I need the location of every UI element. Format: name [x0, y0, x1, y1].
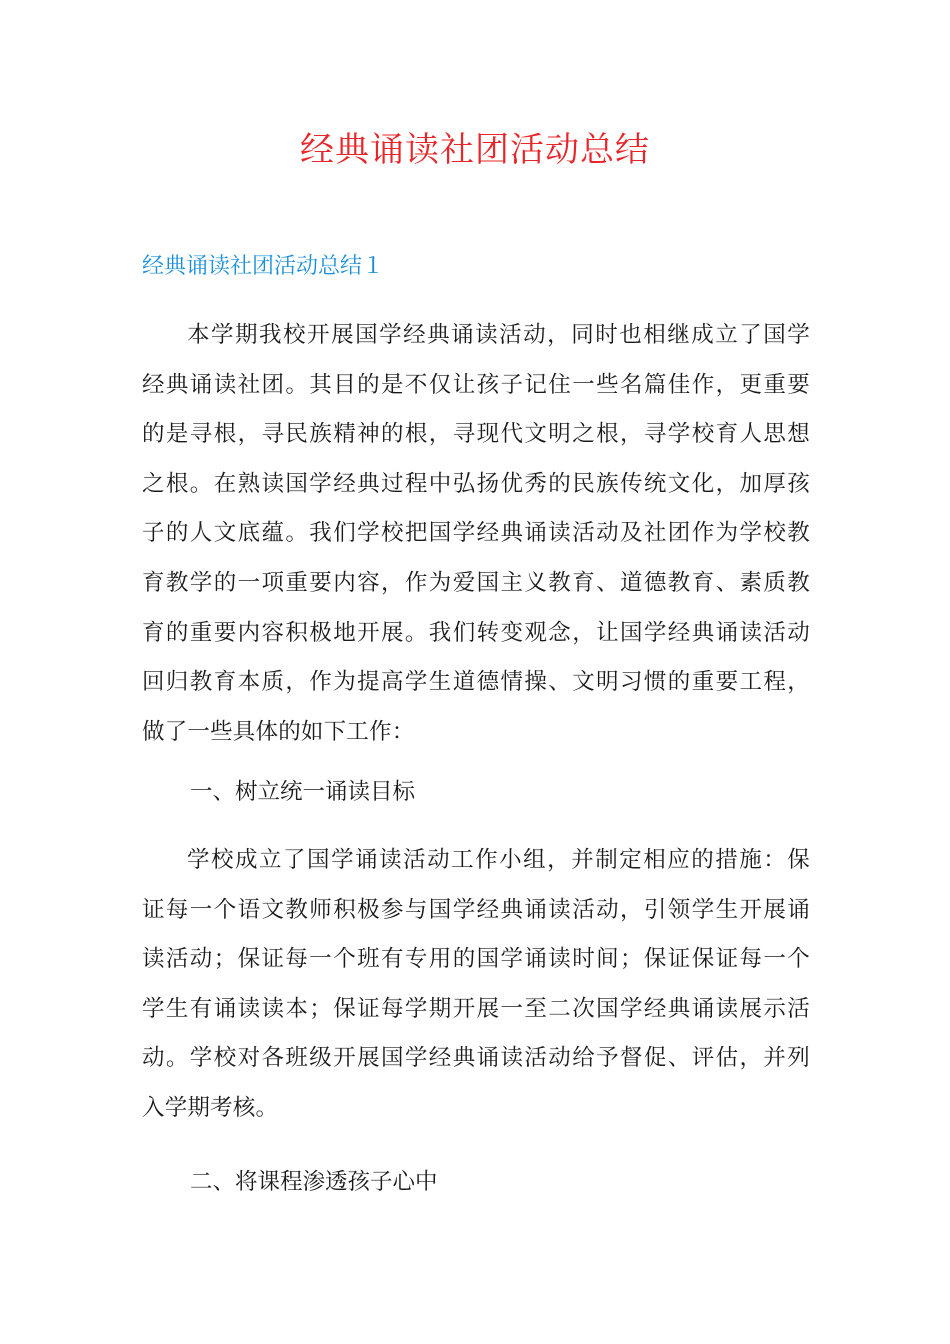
paragraph-line: 的是寻根，寻民族精神的根，寻现代文明之根，寻学校育人思想 [142, 421, 810, 448]
paragraph-line: 入学期考核。 [142, 1094, 279, 1121]
paragraph-intro [142, 311, 810, 757]
document-title: 经典诵读社团活动总结 [300, 130, 650, 170]
paragraph-line: 育的重要内容积极地开展。我们转变观念，让国学经典诵读活动 [142, 619, 810, 646]
paragraph-line: 回归教育本质，作为提高学生道德情操、文明习惯的重要工程， [142, 669, 810, 696]
paragraph-line: 学生有诵读读本；保证每学期开展一至二次国学经典诵读展示活 [142, 995, 810, 1022]
paragraph-line: 子的人文底蕴。我们学校把国学经典诵读活动及社团作为学校教 [142, 520, 810, 547]
subheading-curriculum: 二、将课程渗透孩子心中 [190, 1169, 438, 1195]
paragraph-line: 之根。在熟读国学经典过程中弘扬优秀的民族传统文化，加厚孩 [142, 470, 810, 497]
paragraph-line: 学校成立了国学诵读活动工作小组，并制定相应的措施：保 [187, 847, 810, 873]
paragraph-line: 经典诵读社团。其目的是不仅让孩子记住一些名篇佳作，更重要 [142, 371, 810, 398]
paragraph-line: 做了一些具体的如下工作： [142, 718, 415, 745]
paragraph-line: 育教学的一项重要内容，作为爱国主义教育、道德教育、素质教 [142, 569, 810, 596]
subheading-goal: 一、树立统一诵读目标 [190, 779, 416, 805]
paragraph-line: 动。学校对各班级开展国学经典诵读活动给予督促、评估，并列 [142, 1045, 810, 1072]
paragraph-goal [142, 836, 810, 1134]
paragraph-line: 证每一个语文教师积极参与国学经典诵读活动，引领学生开展诵 [142, 896, 810, 923]
paragraph-line: 读活动；保证每一个班有专用的国学诵读时间；保证保证每一个 [142, 946, 810, 973]
section-heading: 经典诵读社团活动总结１ [142, 254, 385, 279]
paragraph-line: 本学期我校开展国学经典诵读活动，同时也相继成立了国学 [187, 322, 810, 348]
